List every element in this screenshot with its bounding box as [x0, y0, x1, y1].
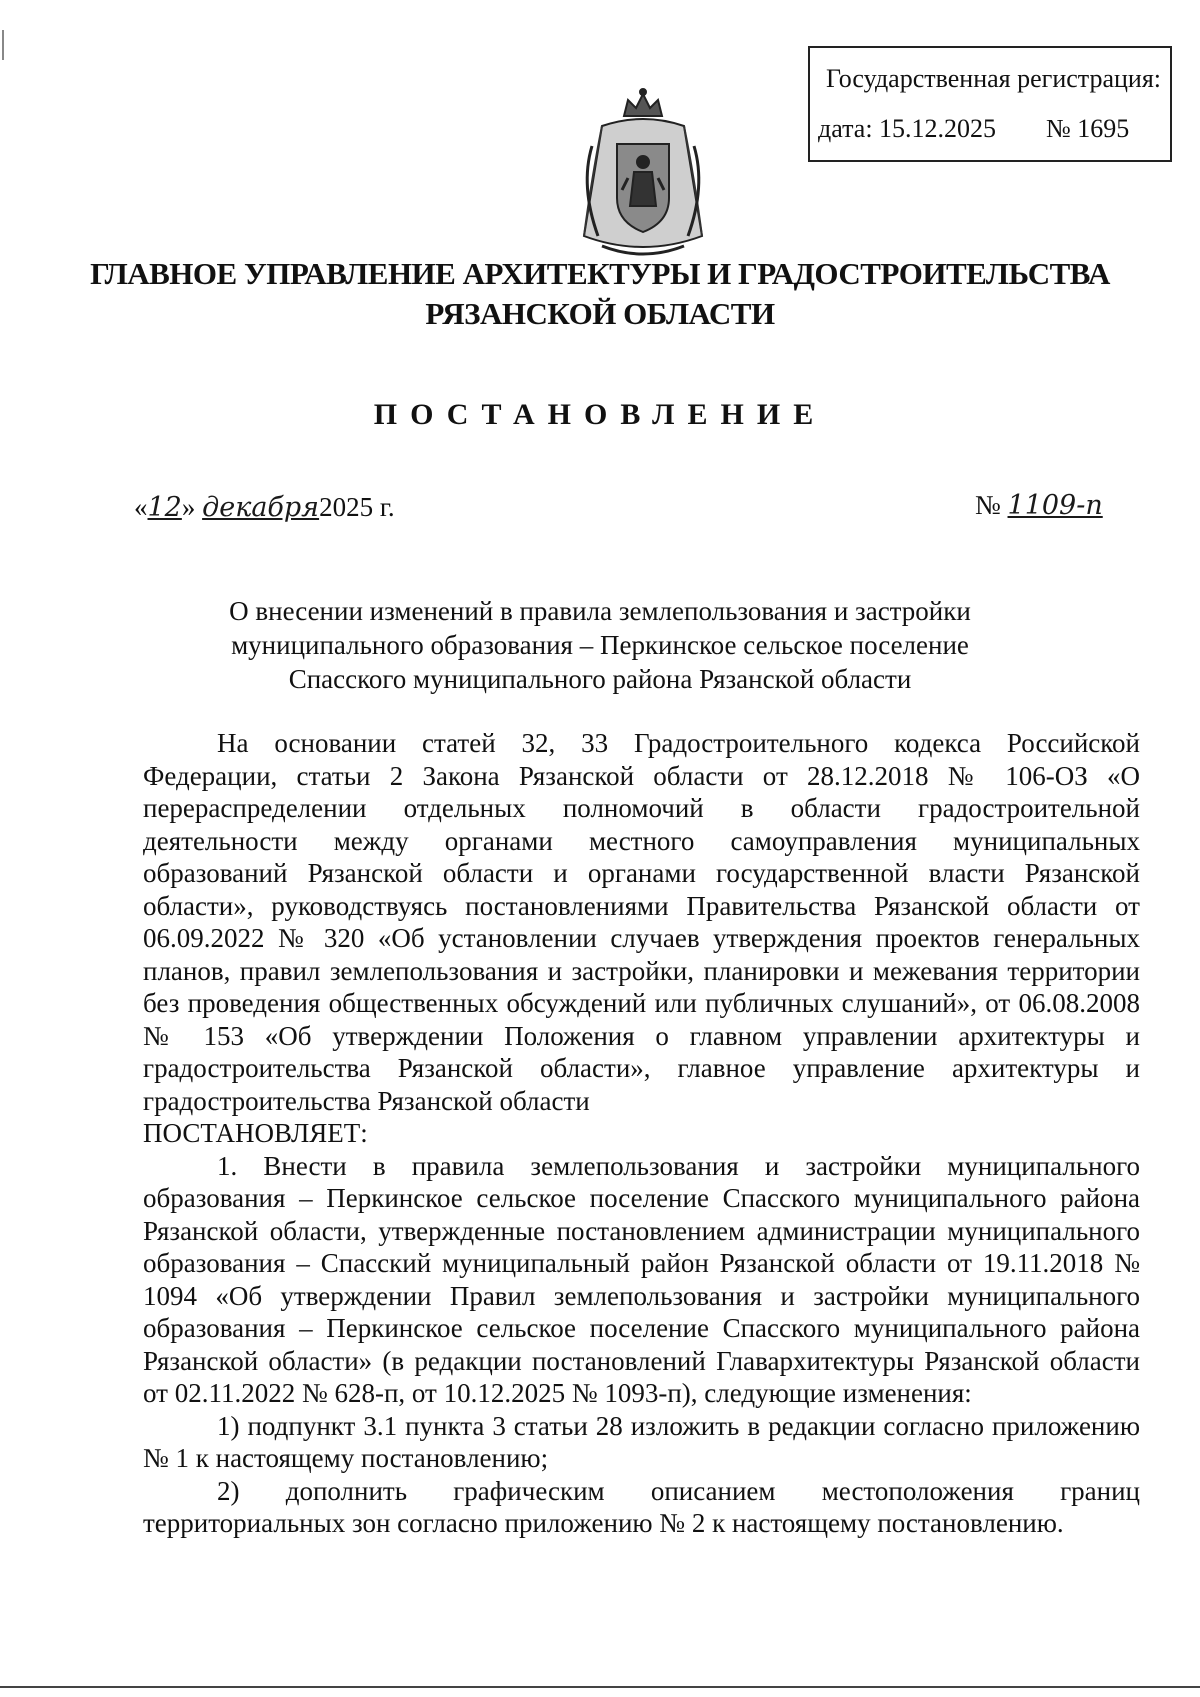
preamble-paragraph: На основании статей 32, 33 Градостроительного кодекса Российской Федерации, статьи 2 Закона Рязанской области от 28.12.2018 № 106-ОЗ «О перераспределении отдельных полномочий в области градостроительной деятельности между органами местного самоуправления муниципальных образований Рязанской области и органами государственной власти Рязанской области», руководствуясь постановлениями Правительства Рязанской области от 06.09.2022 № 320 «Об установлении случаев утверждения проектов генеральных планов, правил землепользования и застройки, планировки и межевания территории без проведения общественных обсуждений или публичных слушаний», от 06.08.2008 № 153 «Об утверждении Положения о главном управлении архитектуры и градостроительства Рязанской области», главное управление архитектуры и градостроительства Рязанской области: [143, 728, 1140, 1116]
quote-close: »: [181, 492, 196, 522]
number-prefix: №: [975, 490, 1001, 520]
agency-name: [0, 254, 1200, 334]
document-subject: [0, 594, 1200, 696]
issue-year: 2025 г.: [319, 492, 395, 522]
registration-stamp: [808, 46, 1172, 162]
scan-bottom-line: [0, 1686, 1200, 1688]
item-1-paragraph: 1. Внести в правила землепользования и застройки муниципального образования – Перкинское сельское поселение Спасского муниципального района Рязанской области, утвержденные постановлением администрации муниципального образования – Спасский муниципальный район Рязанской области от 19.11.2018 № 1094 «Об утверждении Правил землепользования и застройки муниципального образования – Перкинское сельское поселение Спасского муниципального района Рязанской области» (в редакции постановлений Главархитектуры Рязанской области от 02.11.2022 № 628-п, от 10.12.2025 № 1093-п), следующие изменения:: [143, 1150, 1140, 1408]
ryazan-coat-of-arms-icon: [562, 86, 724, 262]
scan-edge-mark: [2, 30, 4, 60]
document-type-heading: ПОСТАНОВЛЕНИЕ: [373, 398, 827, 431]
agency-name-line1: ГЛАВНОЕ УПРАВЛЕНИЕ АРХИТЕКТУРЫ И ГРАДОСТРОИТЕЛЬСТВА: [90, 256, 1110, 291]
handwritten-day: 12: [147, 492, 182, 523]
registration-number: № 1695: [1046, 114, 1130, 143]
handwritten-month: декабря: [202, 492, 320, 523]
subject-line3: Спасского муниципального района Рязанской области: [288, 664, 912, 694]
resolves-keyword: ПОСТАНОВЛЯЕТ:: [143, 1118, 368, 1148]
document-number: [975, 490, 1103, 521]
issue-date: [134, 492, 395, 523]
subject-line2: муниципального образования – Перкинское сельское поселение: [231, 630, 969, 660]
subject-line1: О внесении изменений в правила землепользования и застройки: [229, 596, 971, 626]
document-body: [143, 727, 1140, 1540]
subitem-2-paragraph: 2) дополнить графическим описанием местоположения границ территориальных зон согласно приложению № 2 к настоящему постановлению.: [143, 1475, 1140, 1538]
agency-name-line2: РЯЗАНСКОЙ ОБЛАСТИ: [425, 296, 775, 331]
registration-date: дата: 15.12.2025: [818, 114, 997, 143]
handwritten-number: 1109-п: [1007, 490, 1103, 521]
quote-open: «: [134, 492, 148, 522]
subitem-1-paragraph: 1) подпункт 3.1 пункта 3 статьи 28 изложить в редакции согласно приложению № 1 к настоящему постановлению;: [143, 1410, 1140, 1473]
registration-title: Государственная регистрация:: [826, 64, 1162, 93]
